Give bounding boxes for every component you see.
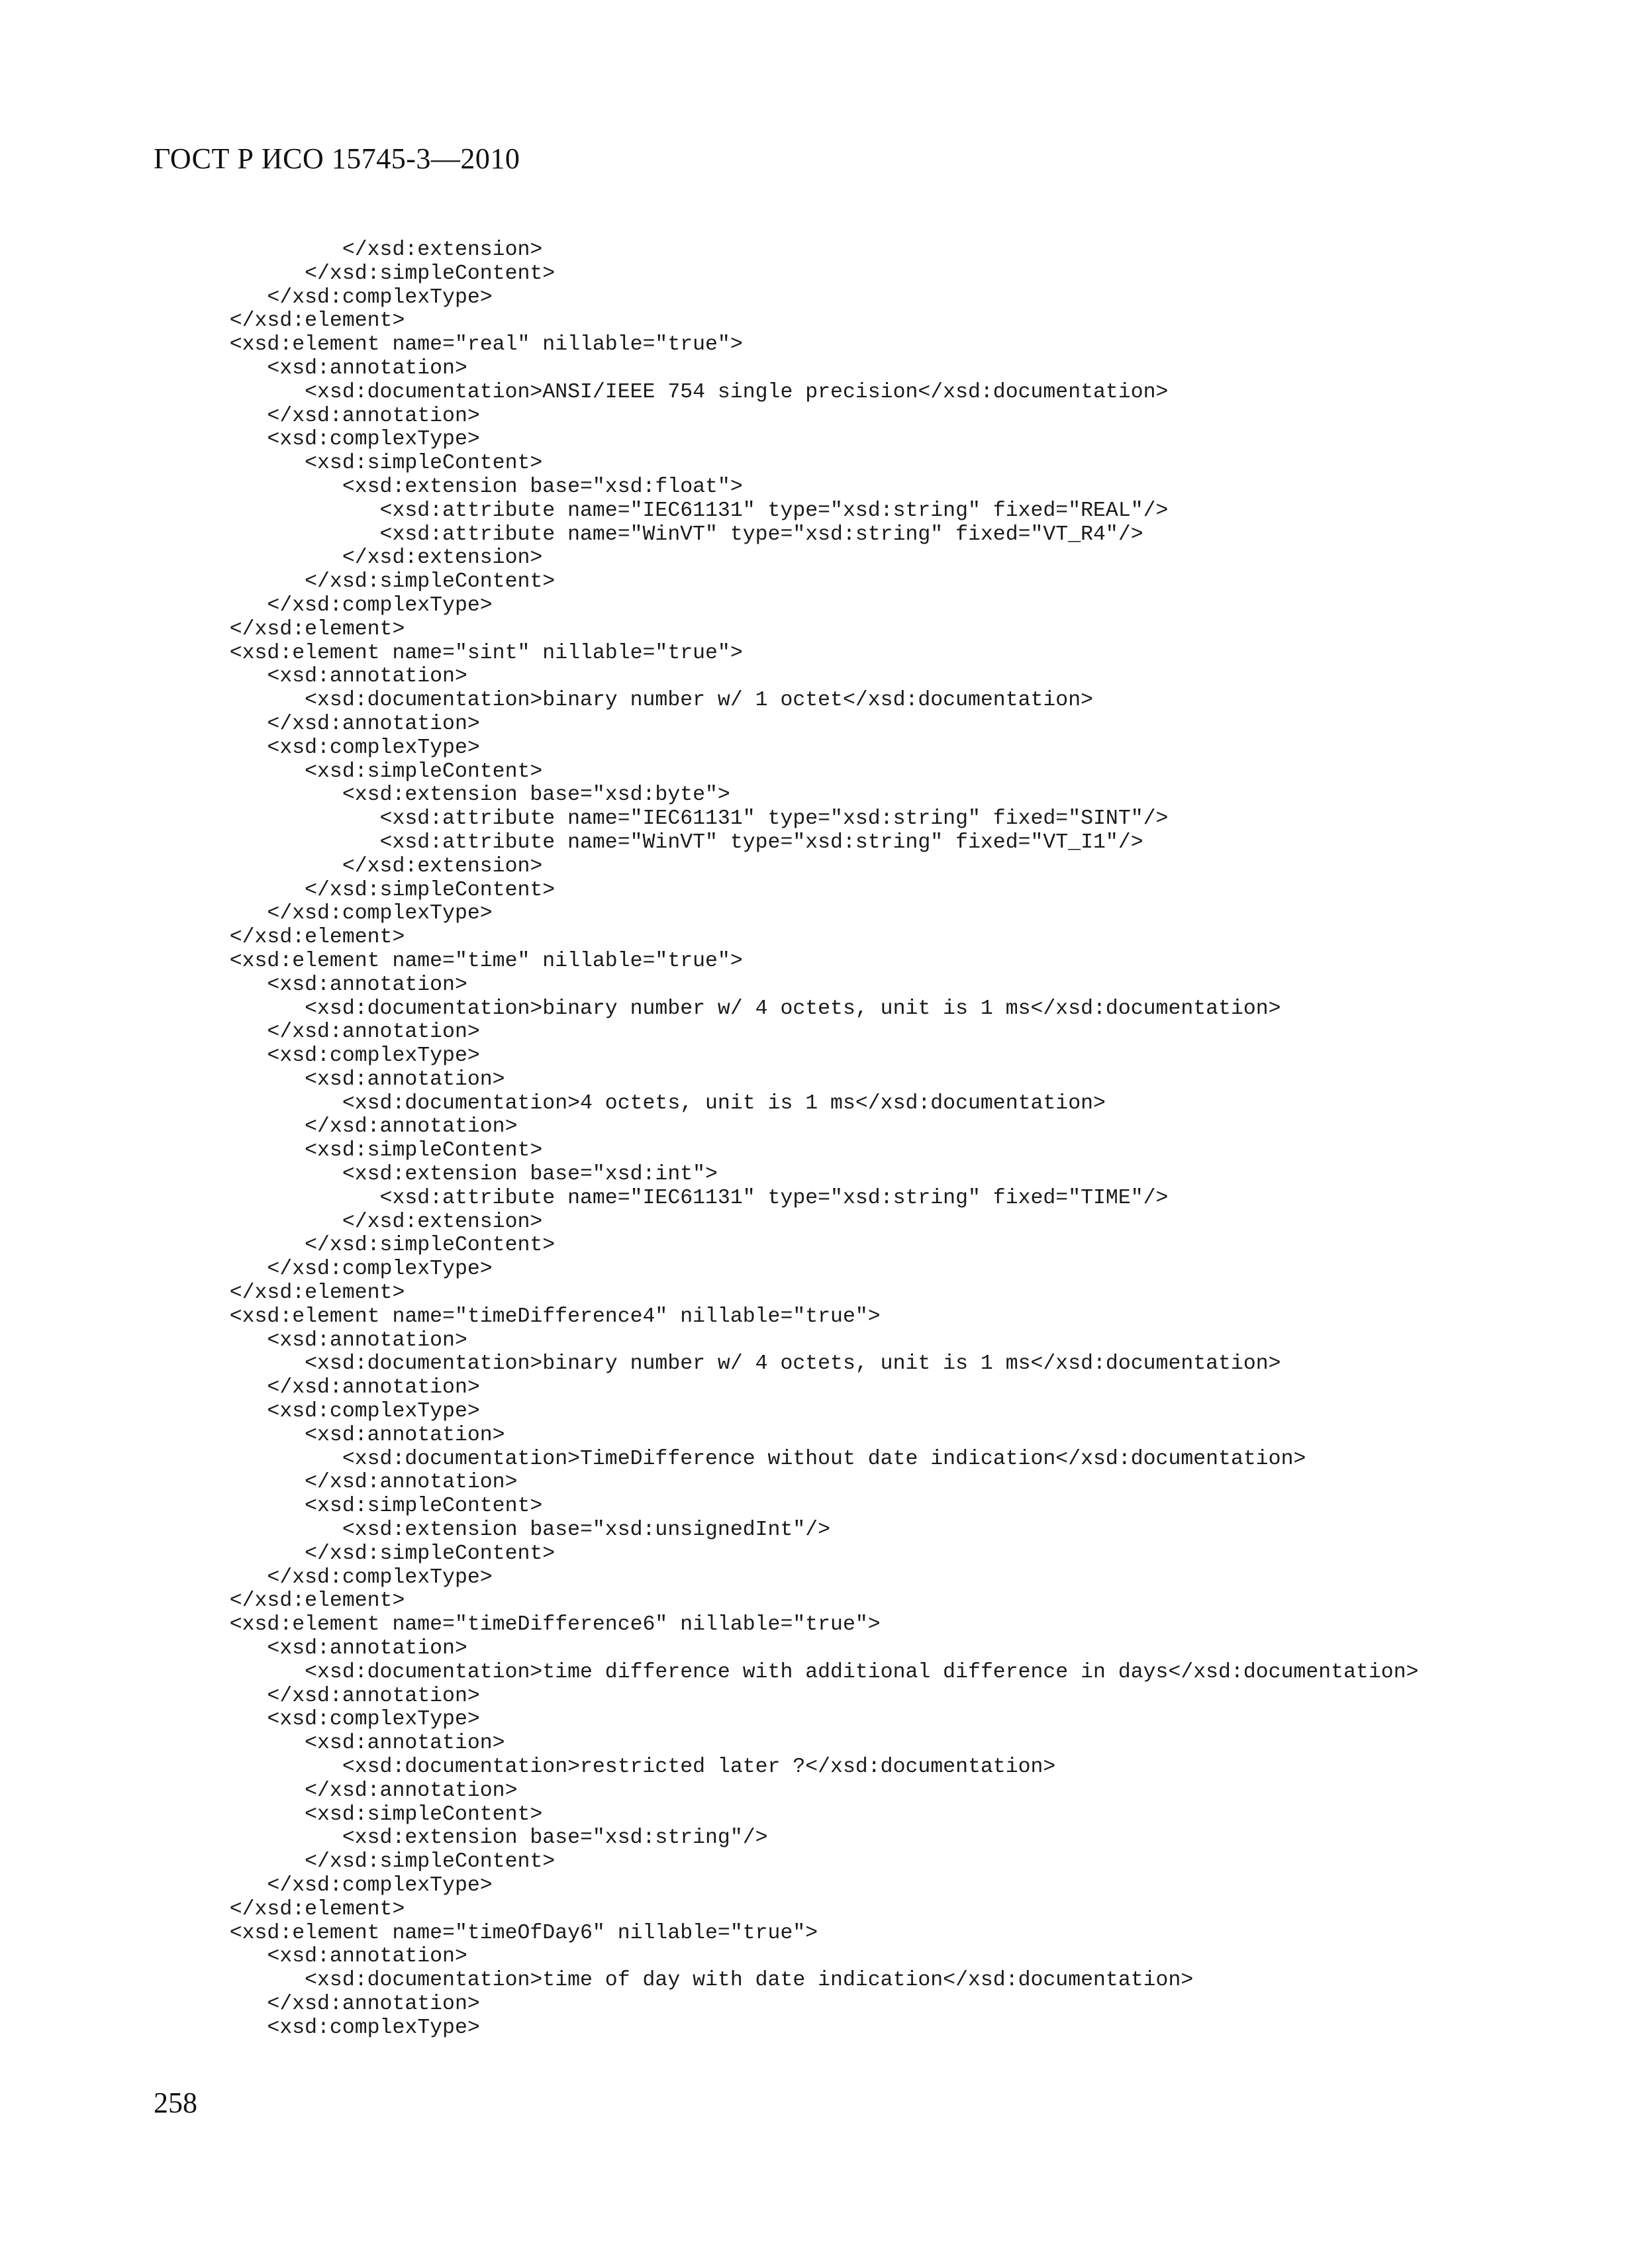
code-line: <xsd:documentation>binary number w/ 4 octets, unit is 1 ms</xsd:documentation> xyxy=(192,1352,1281,1376)
code-line: <xsd:complexType> xyxy=(192,736,480,760)
code-line: </xsd:element> xyxy=(192,309,405,333)
code-line: </xsd:complexType> xyxy=(192,285,493,309)
code-line: </xsd:simpleContent> xyxy=(192,262,555,285)
code-line: <xsd:extension base="xsd:string"/> xyxy=(192,1826,768,1850)
page-header-standard-id: ГОСТ Р ИСО 15745-3—2010 xyxy=(154,142,520,175)
code-line: <xsd:simpleContent> xyxy=(192,452,543,475)
code-line: <xsd:annotation> xyxy=(192,1637,467,1661)
code-line: </xsd:annotation> xyxy=(192,1992,480,2016)
code-line: <xsd:attribute name="IEC61131" type="xsd:string" fixed="REAL"/> xyxy=(192,499,1169,522)
code-line: <xsd:attribute name="WinVT" type="xsd:string" fixed="VT_I1"/> xyxy=(192,830,1143,854)
code-line: <xsd:attribute name="IEC61131" type="xsd:string" fixed="SINT"/> xyxy=(192,807,1169,831)
code-line: <xsd:element name="timeDifference4" nillable="true"> xyxy=(192,1305,881,1328)
code-line: <xsd:attribute name="WinVT" type="xsd:string" fixed="VT_R4"/> xyxy=(192,522,1143,546)
code-line: </xsd:element> xyxy=(192,926,405,950)
code-line: <xsd:attribute name="IEC61131" type="xsd:string" fixed="TIME"/> xyxy=(192,1186,1169,1210)
code-line: </xsd:annotation> xyxy=(192,1115,518,1139)
code-line: <xsd:annotation> xyxy=(192,973,467,997)
code-line: <xsd:extension base="xsd:unsignedInt"/> xyxy=(192,1518,831,1542)
code-line: <xsd:extension base="xsd:byte"> xyxy=(192,783,730,807)
code-line: <xsd:annotation> xyxy=(192,1423,505,1447)
code-line: <xsd:documentation>binary number w/ 1 octet</xsd:documentation> xyxy=(192,689,1094,713)
code-line: <xsd:documentation>time difference with additional difference in days</xsd:documentation> xyxy=(192,1660,1419,1684)
code-line: </xsd:annotation> xyxy=(192,1020,480,1044)
code-line: <xsd:complexType> xyxy=(192,2016,480,2040)
code-line: </xsd:simpleContent> xyxy=(192,1542,555,1565)
code-line: <xsd:documentation>restricted later ?</xsd:documentation> xyxy=(192,1755,1056,1779)
code-line: </xsd:simpleContent> xyxy=(192,878,555,902)
code-line: <xsd:documentation>TimeDifference without date indication</xsd:documentation> xyxy=(192,1447,1306,1471)
code-line: </xsd:element> xyxy=(192,617,405,641)
code-line: <xsd:simpleContent> xyxy=(192,1139,543,1163)
xsd-code-listing xyxy=(192,238,1419,2040)
code-line: </xsd:element> xyxy=(192,1897,405,1921)
code-line: <xsd:complexType> xyxy=(192,428,480,452)
code-line: </xsd:annotation> xyxy=(192,1779,518,1802)
code-line: <xsd:extension base="xsd:int"> xyxy=(192,1163,718,1187)
code-line: <xsd:simpleContent> xyxy=(192,760,543,783)
code-line: </xsd:complexType> xyxy=(192,593,493,617)
code-line: </xsd:extension> xyxy=(192,238,543,262)
code-line: </xsd:complexType> xyxy=(192,1257,493,1281)
page-number: 258 xyxy=(154,2087,197,2119)
code-line: <xsd:documentation>ANSI/IEEE 754 single precision</xsd:documentation> xyxy=(192,380,1169,404)
code-line: </xsd:annotation> xyxy=(192,1376,480,1400)
code-line: <xsd:simpleContent> xyxy=(192,1495,543,1518)
code-line: </xsd:element> xyxy=(192,1281,405,1305)
code-line: <xsd:annotation> xyxy=(192,1732,505,1755)
code-line: <xsd:annotation> xyxy=(192,356,467,380)
code-line: <xsd:element name="timeOfDay6" nillable="true"> xyxy=(192,1921,818,1945)
code-line: <xsd:element name="timeDifference6" nillable="true"> xyxy=(192,1613,881,1637)
code-line: </xsd:complexType> xyxy=(192,902,493,926)
code-line: </xsd:annotation> xyxy=(192,1684,480,1708)
code-line: </xsd:annotation> xyxy=(192,712,480,736)
code-line: </xsd:annotation> xyxy=(192,404,480,428)
code-line: <xsd:annotation> xyxy=(192,1067,505,1091)
code-line: </xsd:simpleContent> xyxy=(192,1234,555,1257)
code-line: </xsd:complexType> xyxy=(192,1873,493,1897)
code-line: <xsd:annotation> xyxy=(192,1945,467,1969)
code-line: </xsd:extension> xyxy=(192,1210,543,1234)
code-line: <xsd:element name="real" nillable="true"> xyxy=(192,333,743,357)
code-line: <xsd:documentation>4 octets, unit is 1 ms</xsd:documentation> xyxy=(192,1091,1106,1115)
code-line: <xsd:annotation> xyxy=(192,1328,467,1352)
code-line: <xsd:complexType> xyxy=(192,1400,480,1424)
code-line: </xsd:simpleContent> xyxy=(192,570,555,594)
code-line: <xsd:complexType> xyxy=(192,1708,480,1732)
code-line: <xsd:element name="sint" nillable="true"> xyxy=(192,641,743,665)
code-line: </xsd:extension> xyxy=(192,546,543,570)
code-line: <xsd:documentation>time of day with date indication</xsd:documentation> xyxy=(192,1969,1194,1993)
code-line: </xsd:complexType> xyxy=(192,1565,493,1589)
code-line: </xsd:simpleContent> xyxy=(192,1850,555,1874)
code-line: <xsd:extension base="xsd:float"> xyxy=(192,475,743,499)
code-line: <xsd:simpleContent> xyxy=(192,1802,543,1826)
code-line: <xsd:element name="time" nillable="true"> xyxy=(192,949,743,973)
code-line: </xsd:extension> xyxy=(192,854,543,878)
code-line: </xsd:annotation> xyxy=(192,1471,518,1495)
code-line: </xsd:element> xyxy=(192,1589,405,1613)
code-line: <xsd:documentation>binary number w/ 4 octets, unit is 1 ms</xsd:documentation> xyxy=(192,997,1281,1020)
code-line: <xsd:annotation> xyxy=(192,665,467,689)
code-line: <xsd:complexType> xyxy=(192,1044,480,1068)
